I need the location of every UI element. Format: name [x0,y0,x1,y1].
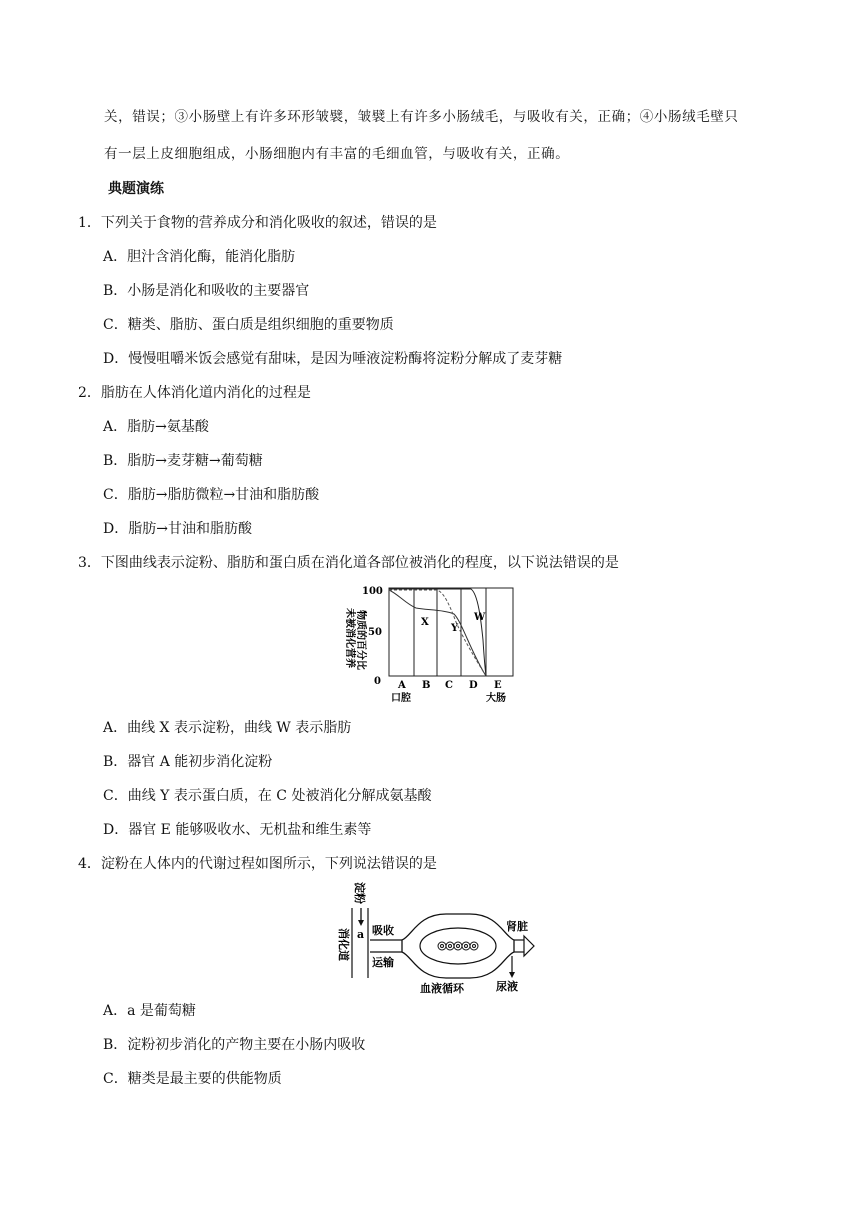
x-tick-b: B [422,680,431,691]
question-4-option-c: C．糖类是最主要的供能物质 [103,1071,282,1087]
question-1-option-c: C．糖类、脂肪、蛋白质是组织细胞的重要物质 [103,317,394,333]
intro-line-1: 关，错误；③小肠壁上有许多环形皱襞，皱襞上有许多小肠绒毛，与吸收有关，正确；④小肠绒毛壁只 [104,109,739,125]
y-tick-0: 0 [374,676,381,687]
y-tick-50: 50 [368,627,382,638]
kidney-arrow-head [524,936,534,956]
x-tick-a: A [398,680,406,691]
cell-cluster-icon [438,942,478,950]
curve-label-w: W [474,612,486,623]
question-2-stem: 2．脂肪在人体消化道内消化的过程是 [78,385,311,401]
x-sublabel-large-intestine: 大肠 [486,693,506,704]
absorb-label: 吸收 [372,924,394,937]
question-3-option-c: C．曲线 Y 表示蛋白质，在 C 处被消化分解成氨基酸 [103,788,432,804]
circulation-outer [402,914,514,978]
question-1-option-d: D．慢慢咀嚼米饭会感觉有甜味，是因为唾液淀粉酶将淀粉分解成了麦芽糖 [103,351,563,367]
x-tick-e: E [494,680,502,691]
y-axis-label-2: 物质的百分比 [355,610,366,670]
question-1-stem: 1．下列关于食物的营养成分和消化吸收的叙述，错误的是 [78,215,437,231]
y-tick-100: 100 [362,586,383,597]
curve-label-y: Y [451,623,459,634]
question-2-option-a: A．脂肪→氨基酸 [103,419,209,435]
x-tick-d: D [469,680,478,691]
x-tick-c: C [445,680,453,691]
question-4-option-b: B．淀粉初步消化的产物主要在小肠内吸收 [103,1037,366,1053]
circulation-label: 血液循环 [420,982,464,994]
question-1-option-b: B．小肠是消化和吸收的主要器官 [103,283,310,299]
question-3-option-a: A．曲线 X 表示淀粉，曲线 W 表示脂肪 [103,720,352,736]
intro-line-2: 有一层上皮细胞组成，小肠细胞内有丰富的毛细血管，与吸收有关，正确。 [104,146,570,162]
question-2-option-d: D．脂肪→甘油和脂肪酸 [103,521,252,537]
question-1-option-a: A．胆汁含消化酶，能消化脂肪 [103,249,296,265]
urine-arrow-head [509,972,515,978]
digestive-tract-label: 消化道 [337,928,350,961]
section-heading: 典题演练 [108,181,164,197]
x-sublabel-mouth: 口腔 [391,693,411,704]
digestion-curve-figure [336,580,526,708]
urine-label: 尿液 [496,980,518,993]
a-label: a [357,928,365,941]
circulation-inner [420,928,496,964]
starch-label: 淀粉 [353,882,366,904]
question-3-stem: 3．下图曲线表示淀粉、脂肪和蛋白质在消化道各部位被消化的程度，以下说法错误的是 [78,555,619,571]
question-2-option-b: B．脂肪→麦芽糖→葡萄糖 [103,453,263,469]
starch-metabolism-figure [328,878,538,994]
question-4-stem: 4．淀粉在人体内的代谢过程如图所示，下列说法错误的是 [78,856,437,872]
question-4-option-a: A．a 是葡萄糖 [103,1003,196,1019]
kidney-label: 肾脏 [506,920,528,933]
starch-arrow-head [358,920,364,926]
question-2-option-c: C．脂肪→脂肪微粒→甘油和脂肪酸 [103,487,320,503]
y-axis-label-1: 未被消化营养 [344,608,355,668]
transport-label: 运输 [372,956,394,969]
question-3-option-d: D．器官 E 能够吸收水、无机盐和维生素等 [103,822,372,838]
curve-label-x: X [421,617,429,628]
question-3-option-b: B．器官 A 能初步消化淀粉 [103,754,273,770]
